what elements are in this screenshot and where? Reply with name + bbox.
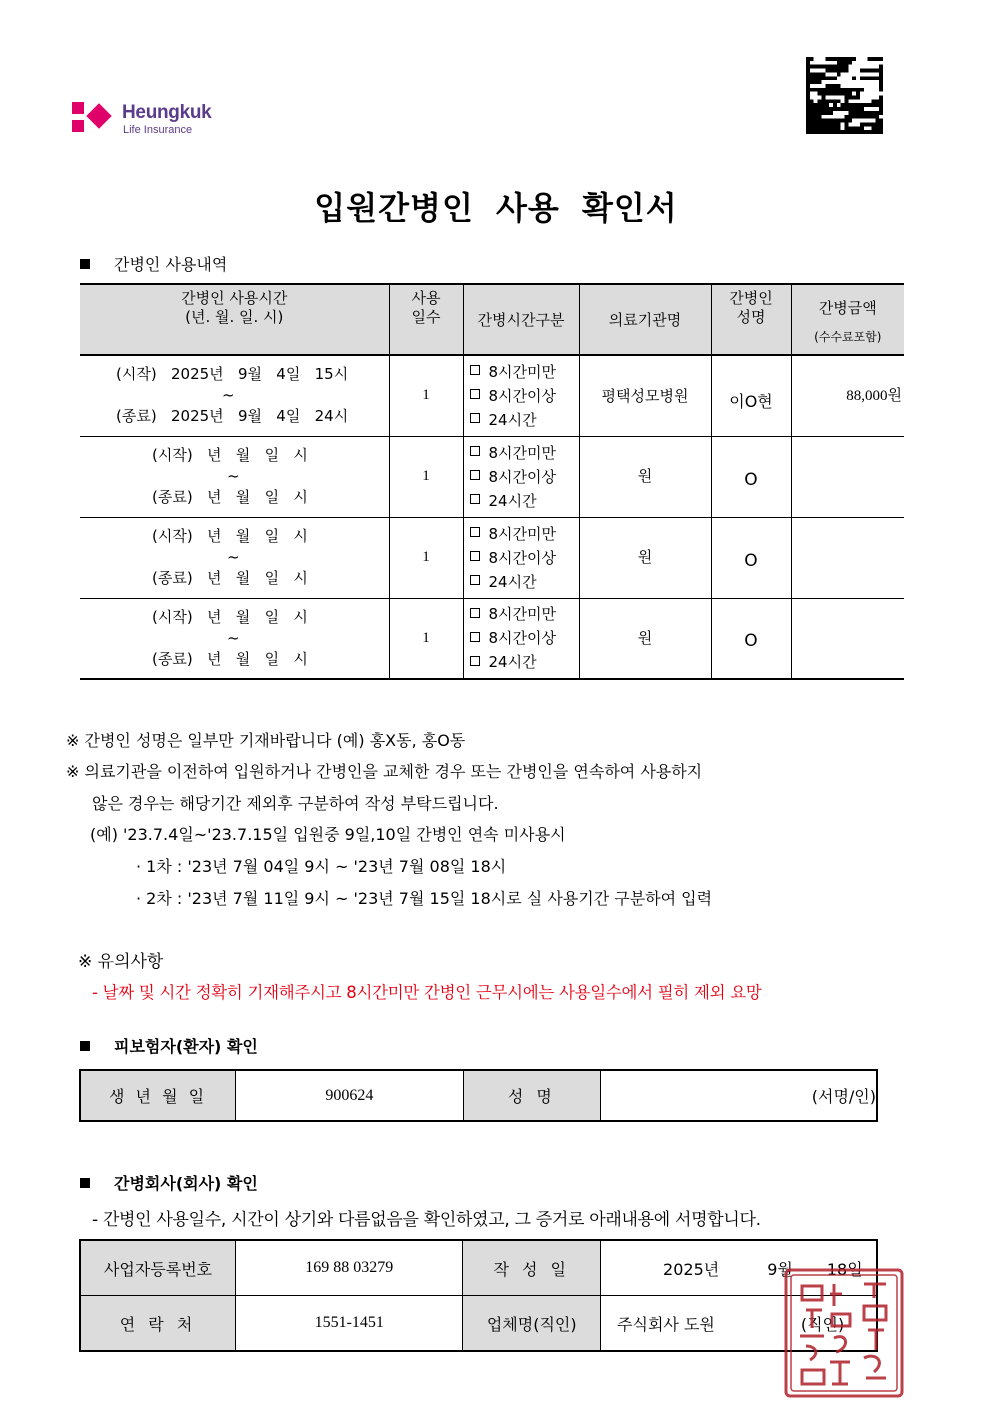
checkbox-icon[interactable] — [470, 632, 480, 642]
qr-code-icon — [806, 57, 883, 134]
header-days: 사용 일수 — [389, 284, 463, 355]
care-amount — [791, 598, 904, 679]
checkbox-icon[interactable] — [470, 608, 480, 618]
hospital-name: 원 — [579, 517, 711, 598]
usage-table — [80, 283, 904, 680]
note-transfer-2: 않은 경우는 해당기간 제외후 구분하여 작성 부탁드립니다. — [92, 794, 499, 813]
checkbox-icon[interactable] — [470, 494, 480, 504]
checkbox-icon[interactable] — [470, 365, 480, 375]
note-transfer-1: ※ 의료기관을 이전하여 입원하거나 간병인을 교체한 경우 또는 간병인을 연속하여 사용하지 — [66, 762, 703, 781]
time-option[interactable]: 24시간 — [470, 650, 579, 674]
header-amount: 간병금액 (수수료포함) — [791, 284, 904, 355]
checkbox-icon[interactable] — [470, 527, 480, 537]
time-category — [463, 436, 579, 517]
reg-number-value: 169 88 03279 — [236, 1240, 463, 1296]
hospital-name: 평택성모병원 — [579, 355, 711, 436]
seal-label: (직인) — [800, 1314, 845, 1334]
date-label: 작 성 일 — [463, 1240, 601, 1296]
firm-label: 업체명(직인) — [463, 1296, 601, 1352]
checkbox-icon[interactable] — [470, 389, 480, 399]
caution-text: - 날짜 및 시간 정확히 기재해주시고 8시간미만 간병인 근무시에는 사용일수에서 필히 제외 요망 — [92, 983, 762, 1002]
note-example: (예) '23.7.4일~'23.7.15일 입원중 9일,10일 간병인 연속 미사용시 — [90, 825, 566, 844]
usage-row — [80, 517, 904, 598]
time-option[interactable]: 8시간이상 — [470, 546, 579, 570]
time-option[interactable]: 8시간미만 — [470, 602, 579, 626]
logo-mark-icon — [72, 100, 112, 136]
section-patient-heading: 피보험자(환자) 확인 — [80, 1034, 258, 1057]
usage-period: (시작) 2025년 9월 4일 15시 ~ (종료) 2025년 9월 4일 24시 — [80, 355, 389, 436]
usage-days: 1 — [389, 355, 463, 436]
patient-table — [79, 1069, 878, 1122]
birth-label: 생 년 월 일 — [80, 1070, 236, 1121]
contact-value: 1551-1451 — [236, 1296, 463, 1352]
care-amount: 88,000원 — [791, 355, 904, 436]
header-category: 간병시간구분 — [463, 284, 579, 355]
birth-value: 900624 — [236, 1070, 463, 1121]
date-value: 2025년 9월 18일 — [601, 1240, 877, 1296]
usage-days: 1 — [389, 517, 463, 598]
logo-subtitle: Life Insurance — [123, 124, 193, 136]
square-bullet-icon — [80, 259, 90, 269]
caregiver-name: O — [711, 598, 791, 679]
care-amount — [791, 517, 904, 598]
time-option[interactable]: 24시간 — [470, 570, 579, 594]
section-company-heading: 간병회사(회사) 확인 — [80, 1171, 258, 1194]
logo-name: Heungkuk — [122, 102, 212, 123]
checkbox-icon[interactable] — [470, 575, 480, 585]
usage-row — [80, 436, 904, 517]
note-name-partial: ※ 간병인 성명은 일부만 기재바랍니다 (예) 홍X동, 홍O동 — [66, 731, 466, 750]
company-table — [79, 1239, 878, 1352]
caregiver-name: O — [711, 517, 791, 598]
time-option[interactable]: 8시간이상 — [470, 465, 579, 489]
time-option[interactable]: 8시간이상 — [470, 626, 579, 650]
section-usage-heading: 간병인 사용내역 — [80, 252, 227, 275]
patient-signature: (서명/인) — [601, 1070, 877, 1121]
checkbox-icon[interactable] — [470, 656, 480, 666]
time-option[interactable]: 8시간미만 — [470, 360, 579, 384]
contact-label: 연 락 처 — [80, 1296, 236, 1352]
checkbox-icon[interactable] — [470, 446, 480, 456]
caregiver-name: O — [711, 436, 791, 517]
reg-number-label: 사업자등록번호 — [80, 1240, 236, 1296]
care-amount — [791, 436, 904, 517]
time-option[interactable]: 8시간미만 — [470, 441, 579, 465]
usage-days: 1 — [389, 598, 463, 679]
usage-row — [80, 355, 904, 436]
company-seal-icon — [782, 1266, 906, 1400]
caregiver-name: 이O현 — [711, 355, 791, 436]
time-option[interactable]: 24시간 — [470, 489, 579, 513]
time-option[interactable]: 24시간 — [470, 408, 579, 432]
hospital-name: 원 — [579, 598, 711, 679]
hospital-name: 원 — [579, 436, 711, 517]
caution-title: ※ 유의사항 — [78, 952, 164, 972]
company-logo — [72, 100, 272, 140]
square-bullet-icon — [80, 1178, 90, 1188]
note-example-1: · 1차 : '23년 7월 04일 9시 ~ '23년 7월 08일 18시 — [136, 857, 507, 876]
firm-value: 주식회사 도원 (직인) — [601, 1296, 877, 1352]
note-example-2: · 2차 : '23년 7월 11일 9시 ~ '23년 7월 15일 18시로 실 사용기간 구분하여 입력 — [136, 889, 713, 908]
company-confirm-text: - 간병인 사용일수, 시간이 상기와 다름없음을 확인하였고, 그 증거로 아래내용에 서명합니다. — [92, 1210, 761, 1230]
time-category — [463, 598, 579, 679]
usage-period: (시작) 년 월 일 시 ~ (종료) 년 월 일 시 — [80, 517, 389, 598]
time-option[interactable]: 8시간미만 — [470, 522, 579, 546]
checkbox-icon[interactable] — [470, 551, 480, 561]
usage-days: 1 — [389, 436, 463, 517]
square-bullet-icon — [80, 1041, 90, 1051]
time-category — [463, 517, 579, 598]
header-hospital: 의료기관명 — [579, 284, 711, 355]
time-category — [463, 355, 579, 436]
checkbox-icon[interactable] — [470, 470, 480, 480]
header-caregiver: 간병인 성명 — [711, 284, 791, 355]
usage-period: (시작) 년 월 일 시 ~ (종료) 년 월 일 시 — [80, 436, 389, 517]
usage-row — [80, 598, 904, 679]
header-period: 간병인 사용시간 (년. 월. 일. 시) — [80, 284, 389, 355]
patient-name-label: 성 명 — [463, 1070, 601, 1121]
time-option[interactable]: 8시간이상 — [470, 384, 579, 408]
checkbox-icon[interactable] — [470, 413, 480, 423]
document-title: 입원간병인 사용 확인서 — [314, 189, 678, 227]
usage-period: (시작) 년 월 일 시 ~ (종료) 년 월 일 시 — [80, 598, 389, 679]
